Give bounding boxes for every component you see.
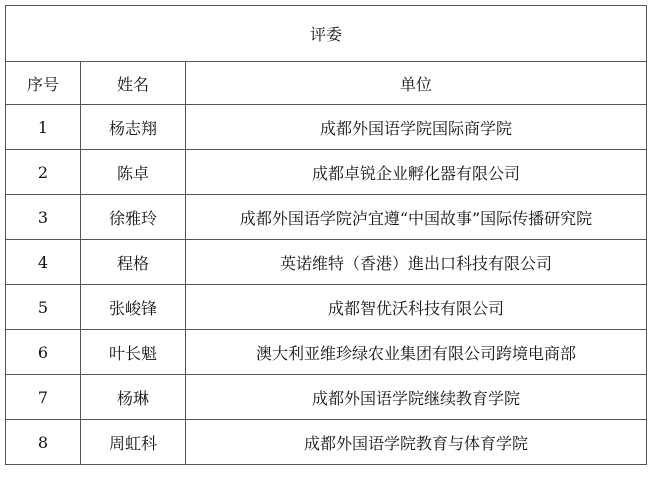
table-row [6,240,647,285]
row-org: 英诺维特（香港）進出口科技有限公司 [186,240,647,285]
row-name: 杨琳 [81,375,186,420]
row-org: 成都外国语学院泸宜遵“中国故事”国际传播研究院 [186,195,647,240]
table-row [6,330,647,375]
row-name: 陈卓 [81,150,186,195]
row-index: 8 [6,420,81,465]
row-org: 成都外国语学院国际商学院 [186,105,647,150]
row-index: 5 [6,285,81,330]
row-name: 张峻锋 [81,285,186,330]
row-name: 程格 [81,240,186,285]
table-row [6,150,647,195]
table-row [6,105,647,150]
row-name: 叶长魁 [81,330,186,375]
table-row [6,285,647,330]
row-name: 徐雅玲 [81,195,186,240]
title-row [6,6,647,62]
table-row [6,375,647,420]
row-org: 澳大利亚维珍绿农业集团有限公司跨境电商部 [186,330,647,375]
row-name: 周虹科 [81,420,186,465]
table-row [6,420,647,465]
row-org: 成都外国语学院继续教育学院 [186,375,647,420]
row-name: 杨志翔 [81,105,186,150]
header-org: 单位 [186,62,647,105]
header-index: 序号 [6,62,81,105]
header-row [6,62,647,105]
judges-table [5,5,647,465]
row-index: 3 [6,195,81,240]
row-index: 6 [6,330,81,375]
row-index: 1 [6,105,81,150]
header-name: 姓名 [81,62,186,105]
row-index: 7 [6,375,81,420]
table-row [6,195,647,240]
table-title: 评委 [6,6,647,62]
row-index: 4 [6,240,81,285]
row-org: 成都智优沃科技有限公司 [186,285,647,330]
row-org: 成都卓锐企业孵化器有限公司 [186,150,647,195]
row-org: 成都外国语学院教育与体育学院 [186,420,647,465]
row-index: 2 [6,150,81,195]
